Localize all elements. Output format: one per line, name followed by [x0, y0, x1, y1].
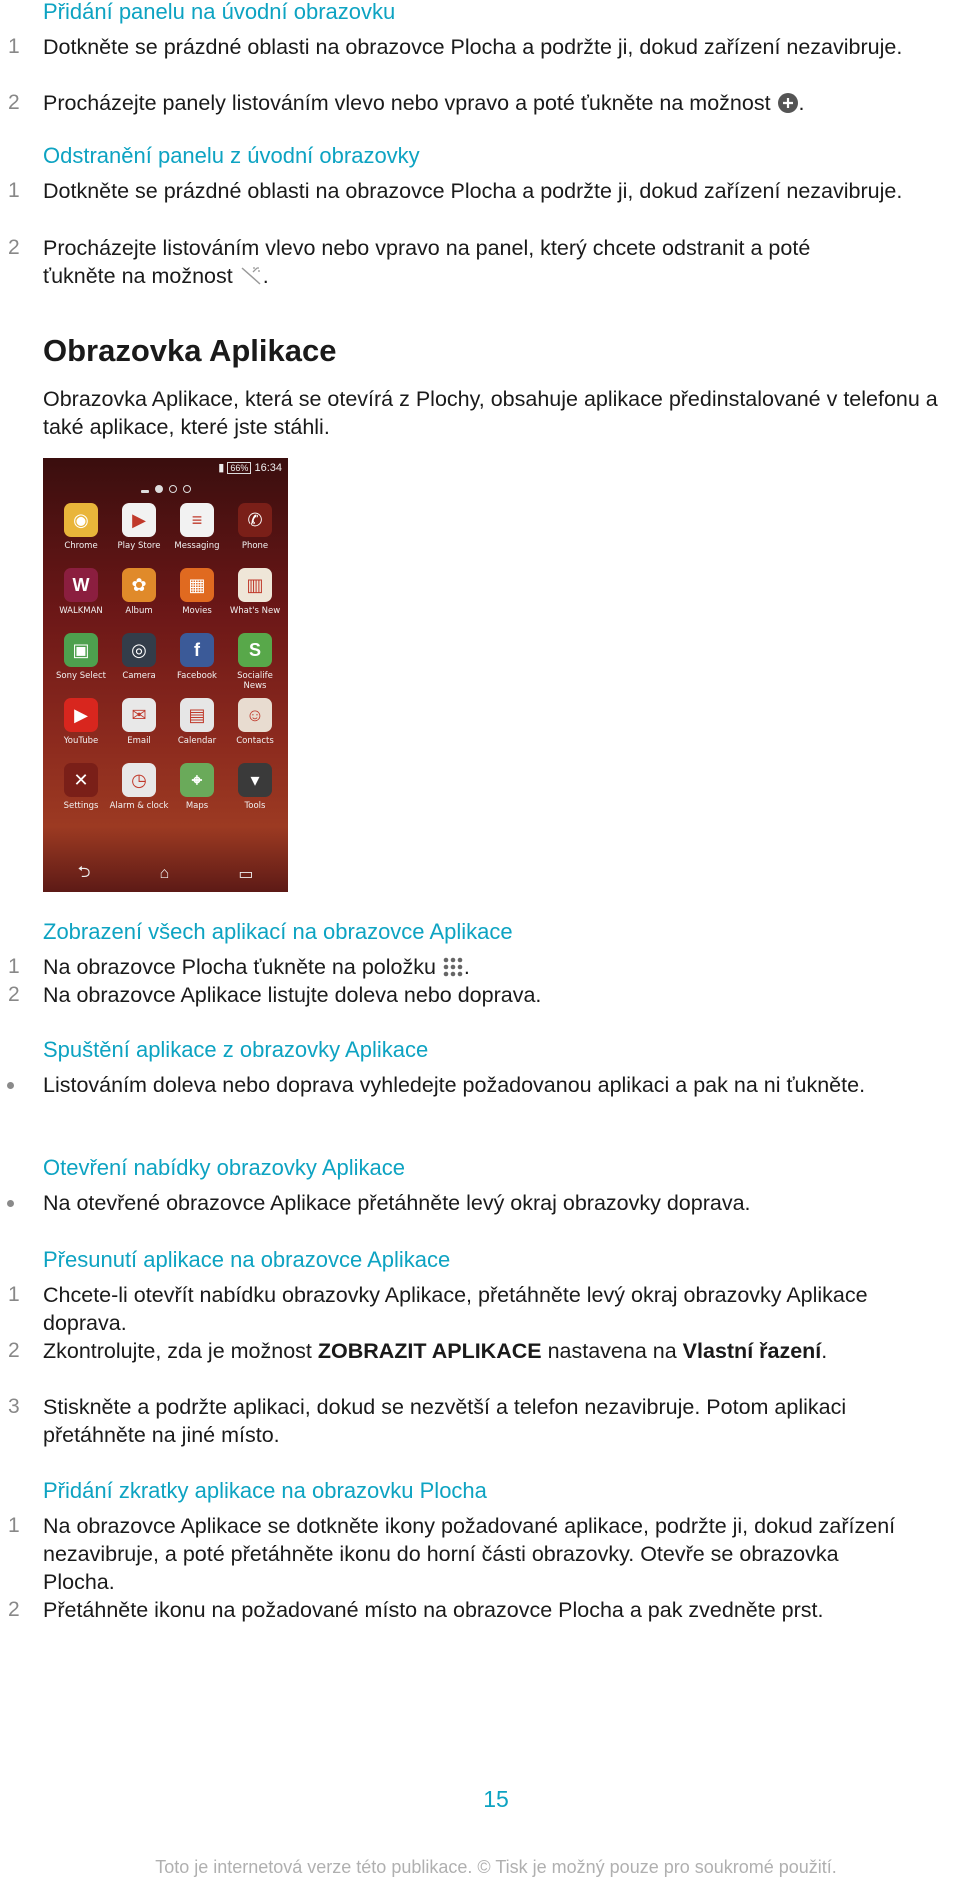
step-number: 2: [8, 983, 20, 1006]
step-text: [43, 89, 928, 117]
heading-remove-panel: Odstranění panelu z úvodní obrazovky: [43, 143, 420, 168]
app-glyph-icon: ✆: [238, 503, 272, 537]
option-value: Vlastní řazení: [682, 1339, 822, 1363]
app-icon-facebook[interactable]: [167, 633, 227, 681]
app-label: Chrome: [64, 541, 98, 551]
app-label: Camera: [122, 671, 156, 681]
app-icon-album[interactable]: [109, 568, 169, 616]
step-text: Chcete-li otevřít nabídku obrazovky Aplikace, přetáhněte levý okraj obrazovky Aplikace doprava.: [43, 1283, 868, 1335]
step-number: 3: [8, 1395, 20, 1418]
app-icon-settings[interactable]: [51, 763, 111, 811]
step-text: Na obrazovce Aplikace se dotkněte ikony požadované aplikace, podržte ji, dokud zařízení nezavibruje, a poté přetáhněte ikonu do horní části obrazovky. Otevře se obrazovka Plocha.: [43, 1514, 896, 1594]
app-icon-play-store[interactable]: [109, 503, 169, 551]
app-icon-calendar[interactable]: [167, 698, 227, 746]
heading-launch-app: Spuštění aplikace z obrazovky Aplikace: [43, 1037, 429, 1062]
app-label: Contacts: [236, 736, 274, 746]
step-text-part: .: [821, 1339, 828, 1363]
page-indicator: [43, 480, 288, 498]
recent-apps-icon[interactable]: ▭: [238, 866, 254, 883]
app-glyph-icon: ▤: [180, 698, 214, 732]
step-text: Dotkněte se prázdné oblasti na obrazovce Plocha a podržte ji, dokud zařízení nezavibruje.: [43, 35, 903, 59]
app-glyph-icon: ☺: [238, 698, 272, 732]
app-glyph-icon: ▶: [64, 698, 98, 732]
app-glyph-icon: ✉: [122, 698, 156, 732]
page-dot-icon: [155, 485, 163, 493]
app-icon-maps[interactable]: [167, 763, 227, 811]
app-icon-camera[interactable]: [109, 633, 169, 681]
nav-bar: [43, 856, 288, 892]
footer-note: Toto je internetová verze této publikace. © Tisk je možný pouze pro soukromé použití.: [155, 1857, 837, 1877]
app-label: Messaging: [174, 541, 220, 551]
app-icon-youtube[interactable]: [51, 698, 111, 746]
step-text-part: Na obrazovce Plocha ťukněte na položku: [43, 955, 442, 979]
heading-add-shortcut: Přidání zkratky aplikace na obrazovku Plocha: [43, 1478, 487, 1503]
step-number: 2: [8, 1339, 20, 1362]
page-number: 15: [483, 1786, 509, 1812]
app-glyph-icon: ◉: [64, 503, 98, 537]
section-title: Obrazovka Aplikace: [43, 333, 337, 368]
step-number: 1: [8, 1283, 20, 1306]
step-text: Na obrazovce Aplikace listujte doleva nebo doprava.: [43, 983, 542, 1007]
app-grid-icon: [442, 956, 464, 978]
step-text-part: .: [262, 264, 269, 288]
app-icon-email[interactable]: [109, 698, 169, 746]
app-label: Phone: [241, 541, 269, 551]
app-glyph-icon: ≡: [180, 503, 214, 537]
step-text: [43, 953, 928, 981]
step-text-part: Zkontrolujte, zda je možnost: [43, 1339, 318, 1363]
page-dot-icon: [183, 485, 191, 493]
menu-indicator-icon: [141, 490, 149, 493]
heading-view-all: Zobrazení všech aplikací na obrazovce Aplikace: [43, 919, 513, 944]
step-number: 2: [8, 91, 20, 114]
app-label: Alarm & clock: [109, 801, 169, 811]
app-icon-walkman[interactable]: [51, 568, 111, 616]
app-label: Tools: [244, 801, 266, 811]
app-label: What's New: [229, 606, 281, 616]
page-dot-icon: [169, 485, 177, 493]
step-text: [43, 234, 863, 290]
option-name: ZOBRAZIT APLIKACE: [317, 1339, 542, 1363]
step-text-part: nastavena na: [541, 1339, 683, 1363]
app-label: Calendar: [177, 736, 217, 746]
app-label: Album: [125, 606, 153, 616]
battery-level: 66%: [227, 462, 251, 474]
step-number: 2: [8, 236, 20, 259]
step-number: 1: [8, 35, 20, 58]
step-text-part: Procházejte panely listováním vlevo nebo vpravo a poté ťukněte na možnost: [43, 91, 777, 115]
bullet-text: Na otevřené obrazovce Aplikace přetáhněte levý okraj obrazovky doprava.: [43, 1191, 751, 1215]
step-number: 1: [8, 955, 20, 978]
app-glyph-icon: ⌖: [180, 763, 214, 797]
app-glyph-icon: f: [180, 633, 214, 667]
app-glyph-icon: ▦: [180, 568, 214, 602]
status-bar: [218, 461, 282, 474]
app-label: Sony Select: [56, 671, 106, 681]
step-text-part: .: [463, 955, 470, 979]
app-label: WALKMAN: [59, 606, 103, 616]
app-glyph-icon: ▥: [238, 568, 272, 602]
app-icon-chrome[interactable]: [51, 503, 111, 551]
intro-paragraph: Obrazovka Aplikace, která se otevírá z Plochy, obsahuje aplikace předinstalované v telefonu a také aplikace, které jste stáhli.: [43, 387, 938, 439]
app-icon-messaging[interactable]: [167, 503, 227, 551]
heading-add-panel: Přidání panelu na úvodní obrazovku: [43, 0, 396, 24]
step-text: Stiskněte a podržte aplikaci, dokud se nezvětší a telefon nezavibruje. Potom aplikaci přetáhněte na jiné místo.: [43, 1395, 847, 1447]
remove-panel-icon: [239, 263, 263, 287]
app-glyph-icon: ✕: [64, 763, 98, 797]
step-number: 1: [8, 179, 20, 202]
app-glyph-icon: ◷: [122, 763, 156, 797]
signal-icon: ▮: [218, 462, 228, 474]
app-label: Email: [127, 736, 151, 746]
app-label: YouTube: [63, 736, 99, 746]
back-icon[interactable]: ⮌: [77, 863, 91, 881]
heading-move-app: Přesunutí aplikace na obrazovce Aplikace: [43, 1247, 451, 1272]
app-label: Play Store: [117, 541, 161, 551]
app-label: Settings: [63, 801, 99, 811]
app-glyph-icon: ◎: [122, 633, 156, 667]
add-circle-icon: [777, 92, 799, 114]
step-number: 2: [8, 1598, 20, 1621]
app-icon-movies[interactable]: [167, 568, 227, 616]
app-glyph-icon: ▶: [122, 503, 156, 537]
app-icon-alarm-clock[interactable]: [109, 763, 169, 811]
app-label: Facebook: [177, 671, 217, 681]
app-label: Movies: [182, 606, 212, 616]
app-label: Socialife News: [237, 671, 273, 691]
app-glyph-icon: ✿: [122, 568, 156, 602]
app-icon-phone[interactable]: [225, 503, 285, 551]
app-icon-what-s-new[interactable]: [225, 568, 285, 616]
step-text-part: Procházejte listováním vlevo nebo vpravo na panel, který chcete odstranit a poté ťukněte na možnost: [43, 236, 811, 288]
step-text-part: .: [798, 91, 805, 115]
apps-screen-screenshot: [43, 458, 288, 892]
app-glyph-icon: S: [238, 633, 272, 667]
bullet-text: Listováním doleva nebo doprava vyhledejte požadovanou aplikaci a pak na ni ťukněte.: [43, 1073, 866, 1097]
app-glyph-icon: ▣: [64, 633, 98, 667]
app-glyph-icon: ▾: [238, 763, 272, 797]
step-number: 1: [8, 1514, 20, 1537]
bullet-icon: [7, 1200, 14, 1207]
app-icon-socialife-news[interactable]: [225, 633, 285, 691]
bullet-icon: [7, 1082, 14, 1089]
step-text: Přetáhněte ikonu na požadované místo na obrazovce Plocha a pak zvedněte prst.: [43, 1598, 824, 1622]
app-label: Maps: [185, 801, 209, 811]
clock-time: 16:34: [254, 462, 282, 474]
home-icon[interactable]: ⌂: [159, 865, 170, 882]
step-text: [43, 1337, 863, 1365]
app-icon-tools[interactable]: [225, 763, 285, 811]
step-text: Dotkněte se prázdné oblasti na obrazovce Plocha a podržte ji, dokud zařízení nezavibruje.: [43, 179, 903, 203]
app-icon-sony-select[interactable]: [51, 633, 111, 681]
heading-open-menu: Otevření nabídky obrazovky Aplikace: [43, 1155, 405, 1180]
app-glyph-icon: W: [64, 568, 98, 602]
app-icon-contacts[interactable]: [225, 698, 285, 746]
